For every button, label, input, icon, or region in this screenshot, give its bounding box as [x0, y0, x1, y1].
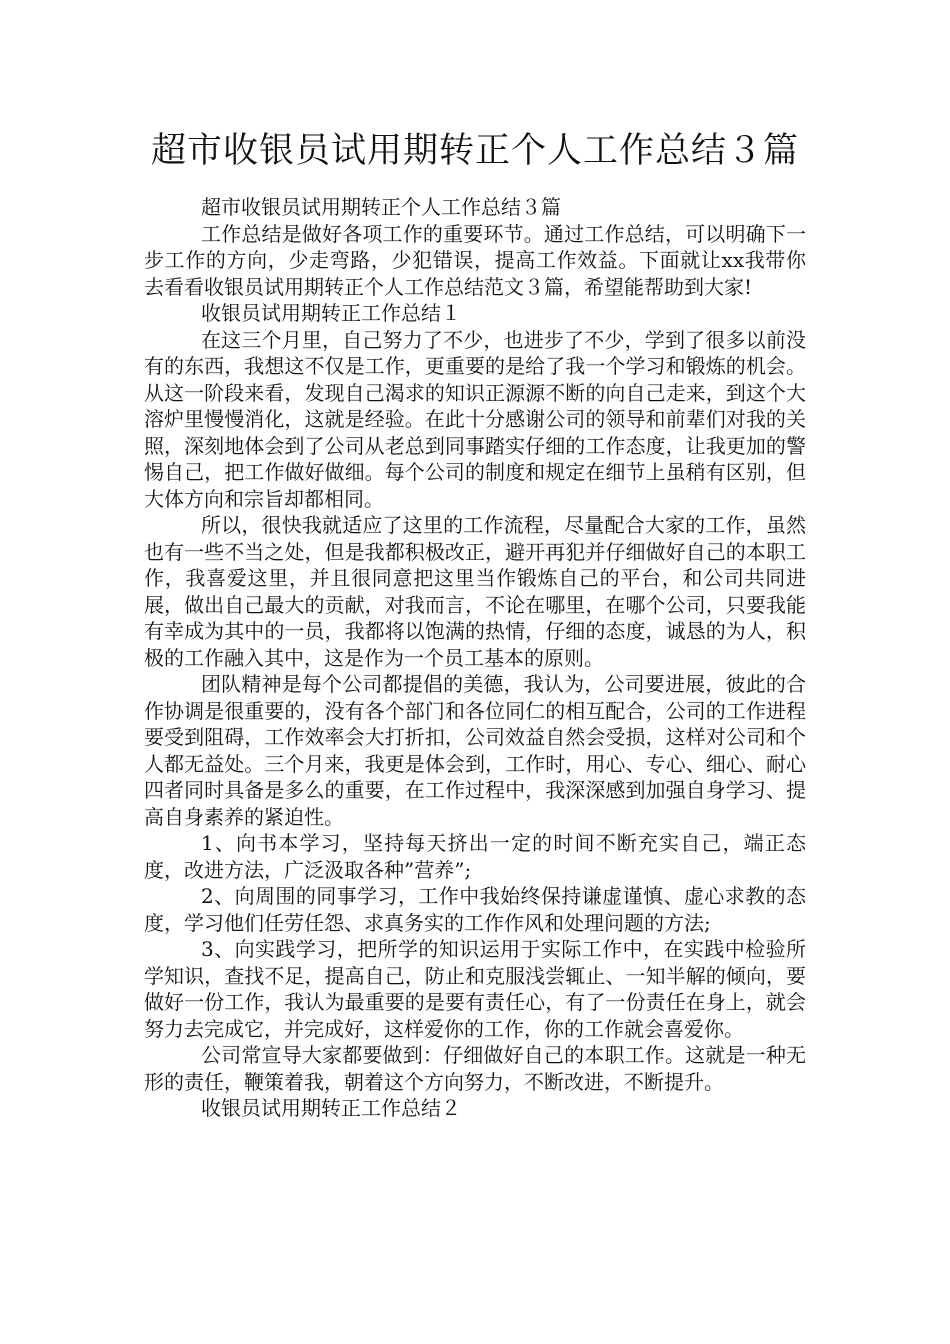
- body-paragraph: 在这三个月里，自己努力了不少，也进步了不少，学到了很多以前没有的东西，我想这不仅是工作，更重要的是给了我一个学习和锻炼的机会。从这一阶段来看，发现自己渴求的知识正源源不断的向自己走来，到这个大溶炉里慢慢消化，这就是经验。在此十分感谢公司的领导和前辈们对我的关照，深刻地体会到了公司从老总到同事踏实仔细的工作态度，让我更加的警惕自己，把工作做好做细。每个公司的制度和规定在细节上虽稍有区别，但大体方向和宗旨却都相同。: [144, 327, 806, 511]
- document-body: [144, 194, 806, 1122]
- list-item: 3、向实践学习，把所学的知识运用于实际工作中，在实践中检验所学知识，查找不足，提高自己，防止和克服浅尝辄止、一知半解的倾向，要做好一份工作，我认为最重要的是要有责任心，有了一份责任在身上，就会努力去完成它，并完成好，这样爱你的工作，你的工作就会喜爱你。: [144, 937, 806, 1041]
- section-heading-2: 收银员试用期转正工作总结２: [201, 1096, 461, 1120]
- intro-paragraph: 工作总结是做好各项工作的重要环节。通过工作总结，可以明确下一步工作的方向，少走弯路，少犯错误，提高工作效益。下面就让xx我带你去看看收银员试用期转正个人工作总结范文３篇，希望能帮助到大家!: [144, 221, 806, 299]
- subtitle-paragraph: 超市收银员试用期转正个人工作总结３篇: [201, 195, 561, 219]
- body-paragraph: 公司常宣导大家都要做到：仔细做好自己的本职工作。这就是一种无形的责任，鞭策着我，朝着这个方向努力，不断改进，不断提升。: [144, 1043, 806, 1094]
- list-item: 1、向书本学习，坚持每天挤出一定的时间不断充实自己，端正态度，改进方法，广泛汲取各种”营养”;: [144, 831, 806, 882]
- list-item: 2、向周围的同事学习，工作中我始终保持谦虚谨慎、虚心求教的态度，学习他们任劳任怨、求真务实的工作作风和处理问题的方法;: [144, 884, 806, 935]
- section-heading-1: 收银员试用期转正工作总结１: [201, 301, 461, 325]
- body-paragraph: 团队精神是每个公司都提倡的美德，我认为，公司要进展，彼此的合作协调是很重要的，没有各个部门和各位同仁的相互配合，公司的工作进程要受到阻碍，工作效率会大打折扣，公司效益自然会受损，这样对公司和个人都无益处。三个月来，我更是体会到，工作时，用心、专心、细心、耐心四者同时具备是多么的重要，在工作过程中，我深深感到加强自身学习、提高自身素养的紧迫性。: [144, 672, 806, 829]
- document-title: 超市收银员试用期转正个人工作总结３篇: [150, 131, 799, 171]
- body-paragraph: 所以，很快我就适应了这里的工作流程，尽量配合大家的工作，虽然也有一些不当之处，但是我都积极改正，避开再犯并仔细做好自己的本职工作，我喜爱这里，并且很同意把这里当作锻炼自己的平台，和公司共同进展，做出自己最大的贡献，对我而言，不论在哪里，在哪个公司，只要我能有幸成为其中的一员，我都将以饱满的热情，仔细的态度，诚恳的为人，积极的工作融入其中，这是作为一个员工基本的原则。: [144, 513, 806, 670]
